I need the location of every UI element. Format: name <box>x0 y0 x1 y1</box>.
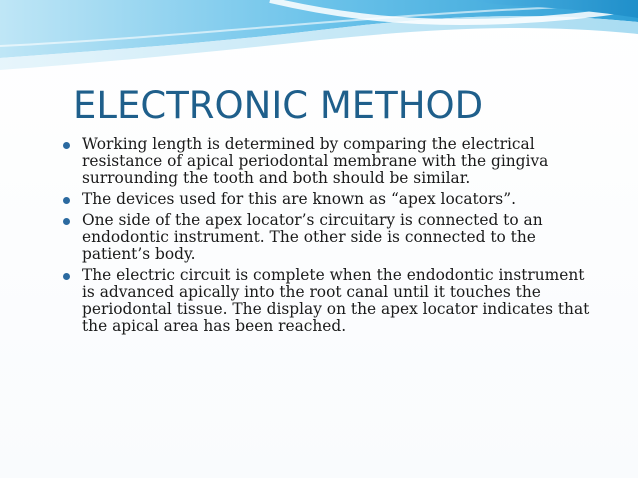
bullet-text: Working length is determined by comparing the electrical resistance of apical periodontal membrane with the gingiva surrounding the tooth and both should be similar. <box>82 135 549 187</box>
bullet-marker-icon <box>63 142 70 149</box>
bullet-item <box>62 267 602 335</box>
slide-title: ELECTRONIC METHOD <box>73 84 484 127</box>
bullet-item <box>62 191 602 208</box>
bullet-marker-icon <box>63 218 70 225</box>
bullet-marker-icon <box>63 273 70 280</box>
bullet-text: The devices used for this are known as “apex locators”. <box>82 190 516 208</box>
bullet-item <box>62 136 602 187</box>
bullet-text: One side of the apex locator’s circuitary is connected to an endodontic instrument. The other side is connected to the patient’s body. <box>82 211 543 263</box>
bullet-marker-icon <box>63 197 70 204</box>
header-wave-decoration <box>0 0 638 80</box>
bullet-item <box>62 212 602 263</box>
bullet-text: The electric circuit is complete when the endodontic instrument is advanced apically into the root canal until it touches the periodontal tissue. The display on the apex locator indicates that the apical area has been reached. <box>82 266 590 335</box>
bullet-list <box>62 136 602 339</box>
